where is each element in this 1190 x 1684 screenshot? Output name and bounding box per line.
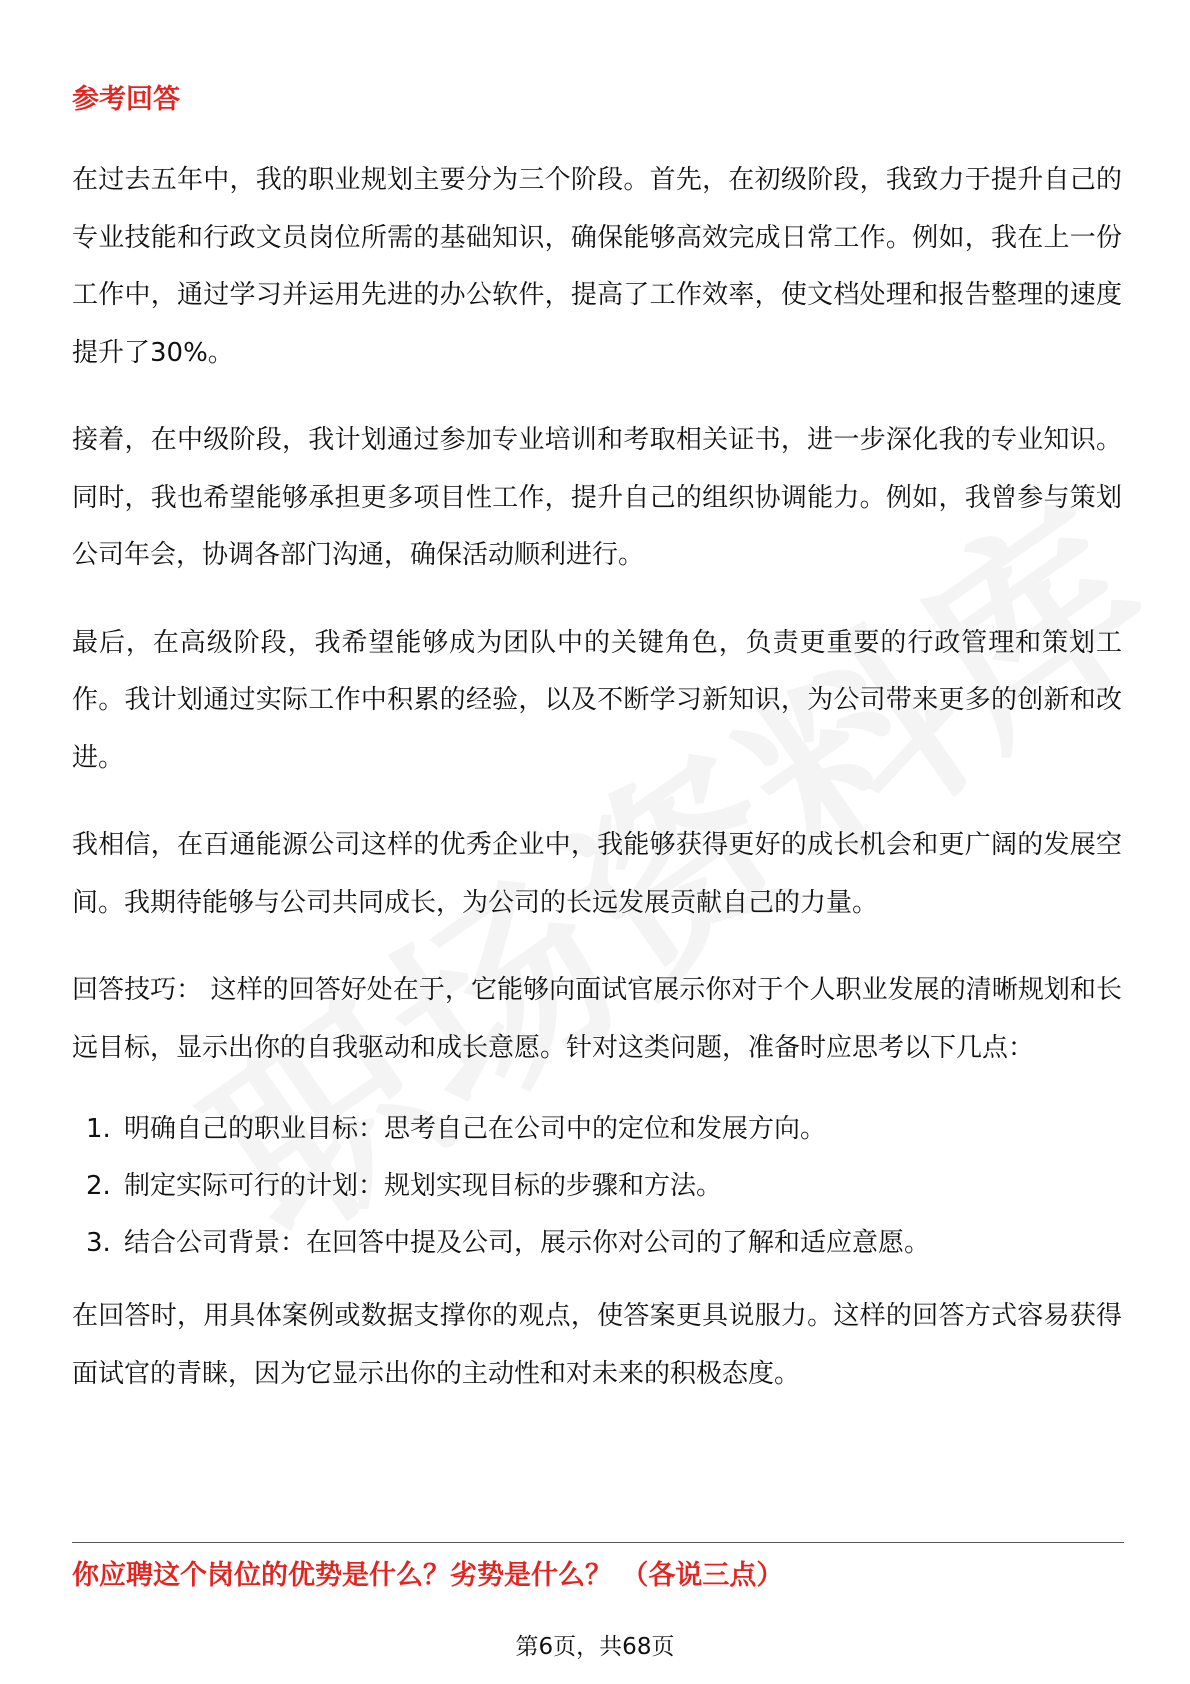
closing-paragraph: 在回答时，用具体案例或数据支撑你的观点，使答案更具说服力。这样的回答方式容易获得面试官的青睐，因为它显示出你的主动性和对未来的积极态度。 (72, 1301, 1122, 1389)
list-text: 制定实际可行的计划：规划实现目标的步骤和方法。 (124, 1171, 723, 1201)
paragraph: 接着，在中级阶段，我计划通过参加专业培训和考取相关证书，进一步深化我的专业知识。同时，我也希望能够承担更多项目性工作，提升自己的组织协调能力。例如，我曾参与策划公司年会，协调各部门沟通，确保活动顺利进行。 (72, 425, 1122, 570)
answer-content (72, 80, 1122, 1433)
paragraph: 我相信，在百通能源公司这样的优秀企业中，我能够获得更好的成长机会和更广阔的发展空间。我期待能够与公司共同成长，为公司的长远发展贡献自己的力量。 (72, 830, 1122, 918)
list-number: 3. (86, 1228, 111, 1258)
list-number: 2. (86, 1171, 111, 1201)
list-item (72, 1101, 1122, 1158)
section-title: 参考回答 (72, 84, 180, 115)
tips-list (72, 1101, 1122, 1272)
list-text: 明确自己的职业目标：思考自己在公司中的定位和发展方向。 (124, 1114, 827, 1144)
divider (72, 1542, 1124, 1543)
paragraph: 在过去五年中，我的职业规划主要分为三个阶段。首先，在初级阶段，我致力于提升自己的专业技能和行政文员岗位所需的基础知识，确保能够高效完成日常工作。例如，我在上一份工作中，通过学习并运用先进的办公软件，提高了工作效率，使文档处理和报告整理的速度提升了30%。 (72, 165, 1122, 368)
paragraph: 最后，在高级阶段，我希望能够成为团队中的关键角色，负责更重要的行政管理和策划工作。我计划通过实际工作中积累的经验，以及不断学习新知识，为公司带来更多的创新和改进。 (72, 627, 1122, 773)
next-question-heading: 你应聘这个岗位的优势是什么？劣势是什么？ （各说三点） (72, 1560, 784, 1591)
list-number: 1. (86, 1114, 111, 1144)
list-item (72, 1215, 1122, 1272)
page-number: 第6页，共68页 (515, 1634, 675, 1660)
tips-paragraph: 回答技巧： 这样的回答好处在于，它能够向面试官展示你对于个人职业发展的清晰规划和长远目标，显示出你的自我驱动和成长意愿。针对这类问题，准备时应思考以下几点： (72, 975, 1122, 1063)
list-text: 结合公司背景：在回答中提及公司，展示你对公司的了解和适应意愿。 (124, 1228, 931, 1258)
list-item (72, 1158, 1122, 1215)
